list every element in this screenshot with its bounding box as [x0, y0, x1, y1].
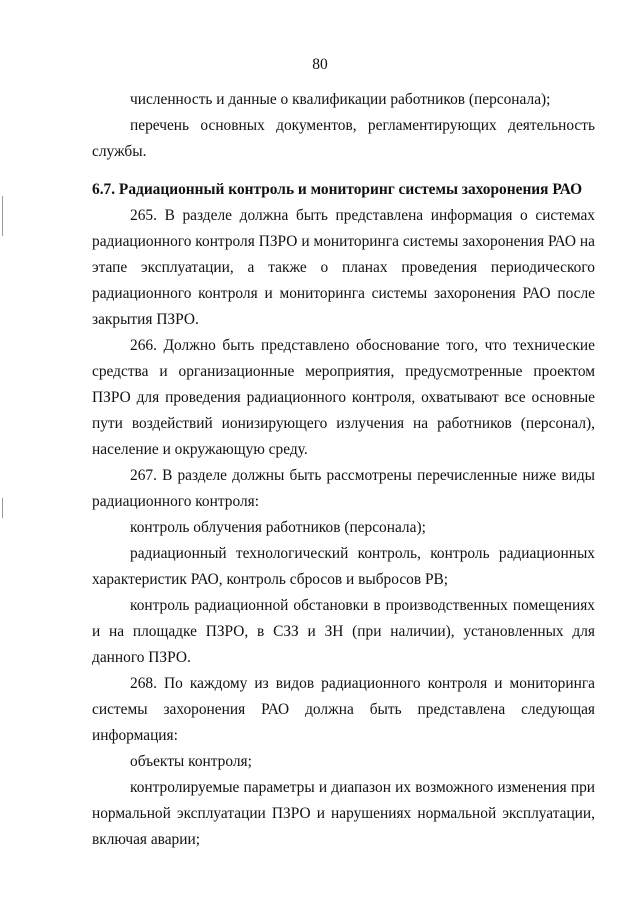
paragraph: численность и данные о квалификации работников (персонала);	[130, 91, 551, 108]
list-item: радиационный технологический контроль, контроль радиационных характеристик РАО, контроль сбросов и выбросов РВ;	[92, 545, 595, 588]
paragraph-266: 266. Должно быть представлено обоснование того, что технические средства и организационные мероприятия, предусмотренные проектом ПЗРО для проведения радиационного контроля, охватывают все основные пути воздействий ионизирующего излучения на работников (персонал), население и окружающую среду.	[92, 337, 595, 458]
list-item: контроль радиационной обстановки в производственных помещениях и на площадке ПЗРО, в СЗЗ и ЗН (при наличии), установленных для данного ПЗРО.	[92, 597, 595, 666]
list-item: контролируемые параметры и диапазон их возможного изменения при нормальной эксплуатации ПЗРО и нарушениях нормальной эксплуатации, включая аварии;	[92, 779, 595, 848]
paragraph: перечень основных документов, регламентирующих деятельность службы.	[92, 117, 595, 160]
list-item: объекты контроля;	[130, 753, 252, 770]
scan-edge-mark	[2, 196, 3, 236]
paragraph-267: 267. В разделе должны быть рассмотрены перечисленные ниже виды радиационного контроля:	[92, 467, 595, 510]
scan-edge-mark	[2, 498, 3, 518]
section-heading: 6.7. Радиационный контроль и мониторинг системы захоронения РАО	[92, 181, 583, 198]
list-item: контроль облучения работников (персонала);	[130, 519, 426, 536]
page-number: 80	[312, 56, 328, 73]
document-body	[92, 87, 595, 853]
paragraph-268: 268. По каждому из видов радиационного контроля и мониторинга системы захоронения РАО должна быть представлена следующая информация:	[92, 675, 595, 744]
paragraph-265: 265. В разделе должна быть представлена информация о системах радиационного контроля ПЗРО и мониторинга системы захоронения РАО на этапе эксплуатации, а также о планах проведения периодического радиационного контроля и мониторинга системы захоронения РАО после закрытия ПЗРО.	[92, 207, 595, 328]
